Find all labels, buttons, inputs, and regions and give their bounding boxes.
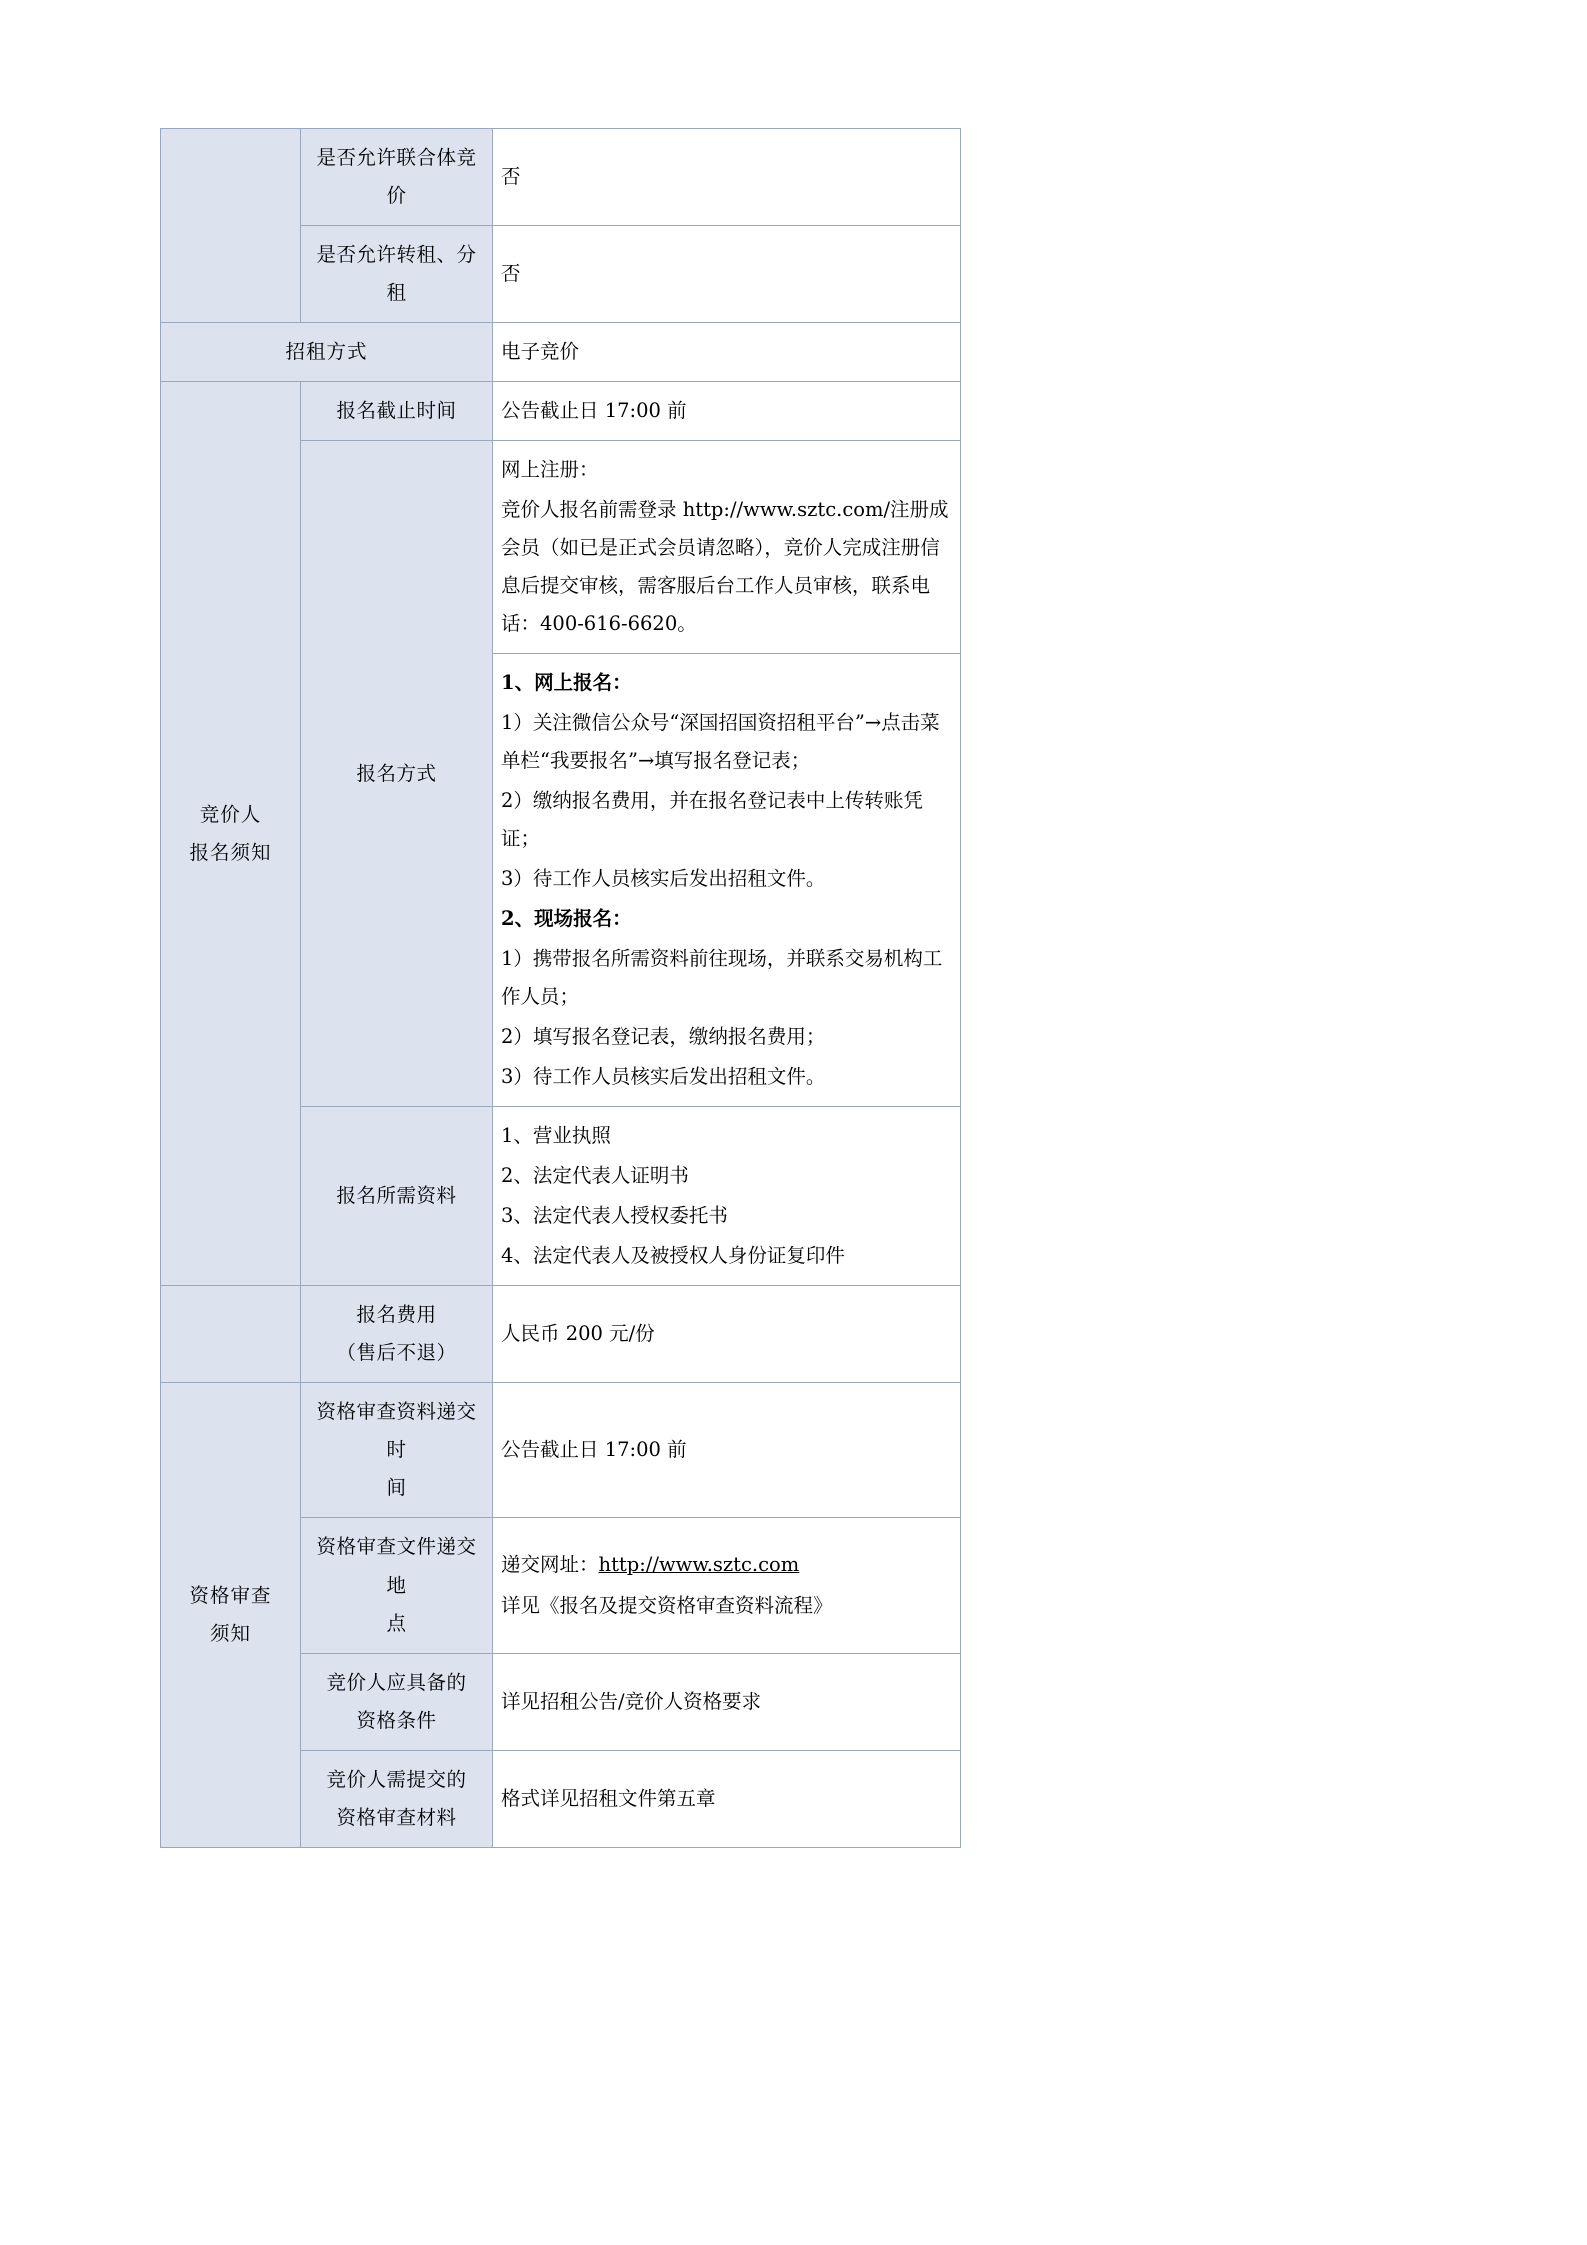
label-registration-method: 报名方式 [301,441,493,1107]
label-registration-fee [301,1286,493,1383]
value-joint-bid: 否 [493,129,961,226]
group-label-bidder-notice-line2: 报名须知 [189,840,272,864]
submit-place-url-prefix: 递交网址： [501,1553,599,1577]
value-qualification-conditions: 详见招租公告/竞价人资格要求 [493,1653,961,1750]
value-online-registration [493,441,961,654]
submit-place-reference: 详见《报名及提交资格审查资料流程》 [501,1593,833,1617]
label-qualification-conditions-line2: 资格条件 [356,1708,437,1732]
section2-item-1: 1）携带报名所需资料前往现场，并联系交易机构工作人员； [501,947,943,1009]
group-label-qualification-notice [161,1383,301,1847]
table-row-joint-bid [161,129,961,226]
section1-item-1: 1）关注微信公众号“深国招国资招租平台”→点击菜单栏“我要报名”→填写报名登记表； [501,711,940,773]
value-qualification-submit-place [493,1518,961,1653]
value-registration-fee: 人民币 200 元/份 [493,1286,961,1383]
label-registration-fee-line2: （售后不退） [336,1341,457,1365]
group-label-bidder-notice [161,382,301,1286]
value-qualification-submit-time: 公告截止日 17:00 前 [493,1383,961,1518]
section2-item-3: 3）待工作人员核实后发出招租文件。 [501,1065,826,1089]
label-registration-fee-line1: 报名费用 [356,1303,437,1327]
table-row-lease-method [161,323,961,382]
value-required-documents [493,1107,961,1286]
label-qualification-submit-time-line2: 间 [386,1476,407,1500]
label-joint-bid: 是否允许联合体竞价 [301,129,493,226]
section1-item-2: 2）缴纳报名费用，并在报名登记表中上传转账凭证； [501,789,923,851]
value-registration-deadline: 公告截止日 17:00 前 [493,382,961,441]
group-label-qualification-notice-line2: 须知 [209,1622,251,1646]
label-qualification-materials-line2: 资格审查材料 [336,1805,457,1829]
value-sublet: 否 [493,226,961,323]
label-registration-deadline: 报名截止时间 [301,382,493,441]
value-registration-steps [493,654,961,1107]
table-row-registration-deadline [161,382,961,441]
table-row-qualification-submit-time [161,1383,961,1518]
label-qualification-submit-place-line1: 资格审查文件递交地 [316,1535,477,1597]
lease-notice-table [160,128,961,1848]
section2-item-2: 2）填写报名登记表，缴纳报名费用； [501,1025,826,1049]
required-document-3: 3、法定代表人授权委托书 [501,1204,728,1228]
table-row-registration-fee [161,1286,961,1383]
submit-place-url-line [501,1546,952,1584]
label-qualification-submit-time [301,1383,493,1518]
submit-place-url[interactable]: http://www.sztc.com [598,1553,800,1577]
label-qualification-conditions [301,1653,493,1750]
group-label-bidder-notice-continued [161,1286,301,1383]
online-register-body: 竞价人报名前需登录 http://www.sztc.com/注册成会员（如已是正式会员请忽略），竞价人完成注册信息后提交审核，需客服后台工作人员审核，联系电话：400-616-6620。 [501,498,949,636]
label-qualification-submit-place [301,1518,493,1653]
group-label-bidder-notice-line1: 竞价人 [199,802,262,826]
required-document-4: 4、法定代表人及被授权人身份证复印件 [501,1244,845,1268]
section2-title: 2、现场报名： [501,907,632,931]
label-qualification-submit-time-line1: 资格审查资料递交时 [316,1400,477,1462]
section1-item-3: 3）待工作人员核实后发出招租文件。 [501,867,826,891]
label-qualification-conditions-line1: 竞价人应具备的 [326,1670,467,1694]
blank-group-cell [161,129,301,323]
required-document-1: 1、营业执照 [501,1124,611,1148]
value-lease-method: 电子竞价 [493,323,961,382]
online-register-title: 网上注册： [501,458,599,482]
label-qualification-submit-place-line2: 点 [386,1611,407,1635]
group-label-qualification-notice-line1: 资格审查 [189,1584,272,1607]
label-required-documents: 报名所需资料 [301,1107,493,1286]
required-document-2: 2、法定代表人证明书 [501,1164,689,1188]
section1-title: 1、网上报名： [501,671,632,695]
label-qualification-materials [301,1750,493,1847]
value-qualification-materials: 格式详见招租文件第五章 [493,1750,961,1847]
label-sublet: 是否允许转租、分租 [301,226,493,323]
label-lease-method: 招租方式 [161,323,493,382]
label-qualification-materials-line1: 竞价人需提交的 [326,1767,467,1791]
